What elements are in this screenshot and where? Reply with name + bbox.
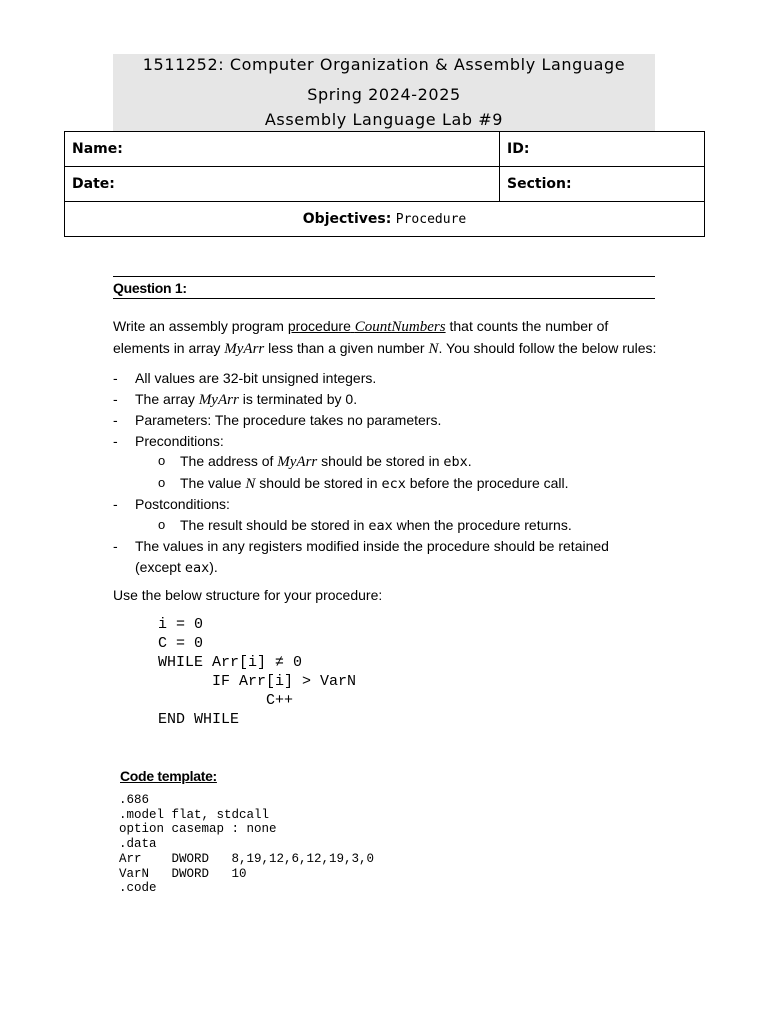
pseudocode-block: i = 0 C = 0 WHILE Arr[i] ≠ 0 IF Arr[i] > VarN C++ END WHILE	[158, 616, 357, 728]
question-title: Question 1:	[113, 276, 655, 299]
postconditions-sublist	[135, 515, 658, 537]
list-item: - Preconditions: o The address of MyArr should be stored in ebx. o The value N should be stored in ecx before the procedure call.	[113, 431, 658, 495]
lab-title: Assembly Language Lab #9	[264, 110, 504, 129]
sub-bullet-icon: o	[158, 453, 166, 468]
preconditions-sublist	[135, 451, 658, 494]
term-title: Spring 2024-2025	[307, 85, 461, 104]
list-item: - The array MyArr is terminated by 0.	[113, 390, 358, 408]
list-item: o The address of MyArr should be stored in ebx.	[158, 453, 472, 470]
list-item: - All values are 32-bit unsigned integers.	[113, 370, 377, 386]
procedure-word: procedure	[287, 318, 351, 334]
sub-bullet-icon: o	[158, 516, 166, 532]
section-field[interactable]: Section:	[500, 167, 705, 202]
rules-list	[113, 368, 658, 578]
list-item: o The result should be stored in eax when the procedure returns.	[158, 516, 572, 534]
question-intro: Write an assembly program procedure CountNumbers that counts the number of elements in array MyArr less than a given number N. You should follow the below rules:	[113, 318, 657, 357]
date-field[interactable]: Date:	[65, 167, 500, 202]
name-field[interactable]: Name:	[65, 132, 500, 167]
list-item: - Parameters: The procedure takes no parameters.	[113, 412, 442, 428]
objectives-label: Objectives:	[302, 211, 392, 227]
structure-intro: Use the below structure for your procedure:	[113, 587, 383, 603]
code-template-title: Code template:	[120, 768, 217, 784]
objectives-value: Procedure	[395, 212, 467, 227]
id-field[interactable]: ID:	[500, 132, 705, 167]
course-title: 1511252: Computer Organization & Assembly Language	[142, 55, 626, 74]
procedure-name: CountNumbers	[354, 319, 446, 335]
code-template-block: .686 .model flat, stdcall option casemap : none .data Arr DWORD 8,19,12,6,12,19,3,0 VarN DWORD 10 .code	[119, 793, 375, 896]
sub-bullet-icon: o	[158, 474, 166, 490]
list-item: o The value N should be stored in ecx before the procedure call.	[158, 474, 569, 492]
student-info-table	[64, 131, 705, 237]
objectives-row	[65, 202, 705, 237]
list-item: - Postconditions: o The result should be stored in eax when the procedure returns.	[113, 494, 658, 536]
list-item: - The values in any registers modified inside the procedure should be retained (except eax).	[113, 538, 609, 576]
